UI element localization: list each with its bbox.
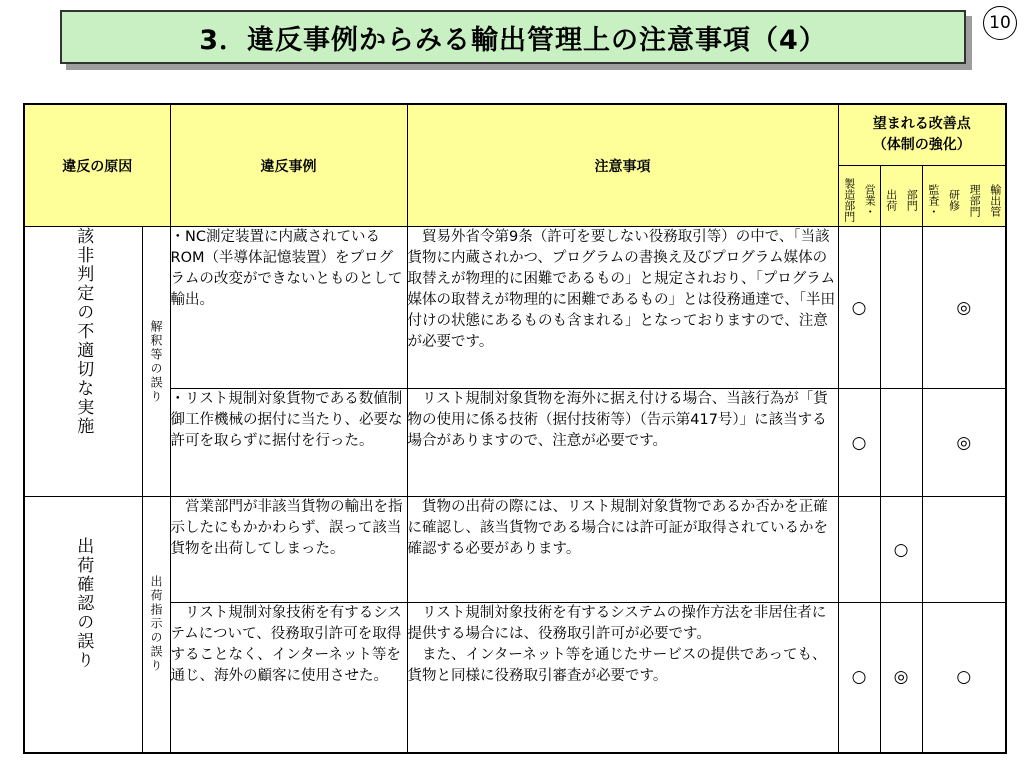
note-text: リスト規制対象貨物を海外に据え付ける場合、当該行為が「貨物の使用に係る技術（据付技術等）（告示第417号）」に該当する場合がありますので、注意が必要です。	[407, 389, 838, 497]
page-number: 10	[983, 6, 1017, 40]
mark-export: ○	[922, 603, 1006, 753]
note-text: リスト規制対象技術を有するシステムの操作方法を非居住者に提供する場合には、役務取引許可が必要です。 また、インターネット等を通じたサービスの提供であっても、貨物と同様に役務取引審査が必要です。	[407, 603, 838, 753]
mark-shipping: ○	[880, 497, 922, 603]
mark-export: ◎	[922, 227, 1006, 389]
mark-export	[922, 497, 1006, 603]
dept-export-line2: 研修	[947, 189, 961, 211]
header-cause: 違反の原因	[24, 104, 170, 227]
header-dept-shipping	[880, 166, 922, 227]
sub-cause-cell	[142, 497, 170, 753]
dept-export-line3: 理部門	[968, 183, 982, 217]
header-note: 注意事項	[407, 104, 838, 227]
note-text: 貿易外省令第9条（許可を要しない役務取引等）の中で、「当該貨物に内蔵されかつ、プログラムの書換え及びプログラム媒体の取替えが物理的に困難であるもの」と規定されおり、「プログラム媒体の取替えが物理的に困難であるもの」とは役務通達で、「半田付けの状態にあるものも含まれる」となっておりますので、注意が必要です。	[407, 227, 838, 389]
cause-cell	[24, 227, 142, 497]
dept-shipping-line1: 出荷	[884, 189, 898, 211]
case-text: ・NC測定装置に内蔵されているROM（半導体記憶装置）をプログラムの改変ができないとものとして輸出。	[170, 227, 407, 389]
mark-export: ◎	[922, 389, 1006, 497]
table-row	[24, 227, 1006, 389]
dept-export-line1: 監査・	[926, 183, 940, 217]
header-dept-export	[922, 166, 1006, 227]
mark-sales: ○	[838, 603, 880, 753]
table-row	[24, 603, 1006, 753]
mark-shipping	[880, 227, 922, 389]
sub-cause-label: 出荷指示の誤り	[149, 575, 163, 674]
header-improvement-line1: 望まれる改善点	[872, 116, 971, 132]
sub-cause-label: 解釈等の誤り	[149, 319, 163, 404]
case-text: ・リスト規制対象貨物である数値制御工作機械の据付に当たり、必要な許可を取らずに据付を行った。	[170, 389, 407, 497]
mark-sales	[838, 497, 880, 603]
table-row	[24, 497, 1006, 603]
dept-export-line4: 輸出管	[988, 183, 1002, 217]
cause-cell	[24, 497, 142, 753]
mark-shipping: ◎	[880, 603, 922, 753]
dept-shipping-line2: 部門	[905, 189, 919, 211]
header-case: 違反事例	[170, 104, 407, 227]
dept-sales-line2: 営業・	[863, 183, 877, 217]
mark-sales: ○	[838, 389, 880, 497]
sub-cause-cell	[142, 227, 170, 497]
cause-label: 出荷確認の誤り	[73, 537, 94, 670]
case-text: リスト規制対象技術を有するシステムについて、役務取引許可を取得することなく、インターネット等を通じ、海外の顧客に使用させた。	[170, 603, 407, 753]
header-dept-sales	[838, 166, 880, 227]
mark-sales: ○	[838, 227, 880, 389]
table-row	[24, 389, 1006, 497]
cause-label: 該非判定の不適切な実施	[73, 227, 94, 436]
header-improvement-line2: （体制の強化）	[872, 137, 971, 153]
header-improvement	[838, 104, 1006, 166]
title-banner	[60, 10, 966, 64]
case-text: 営業部門が非該当貨物の輸出を指示したにもかかわらず、誤って該当貨物を出荷してしまった。	[170, 497, 407, 603]
mark-shipping	[880, 389, 922, 497]
slide-title: 3．違反事例からみる輸出管理上の注意事項（4）	[199, 24, 827, 56]
dept-sales-line1: 製造部門	[842, 178, 856, 222]
note-text: 貨物の出荷の際には、リスト規制対象貨物であるか否かを正確に確認し、該当貨物である場合には許可証が取得されているかを確認する必要があります。	[407, 497, 838, 603]
violation-table	[23, 103, 1007, 754]
